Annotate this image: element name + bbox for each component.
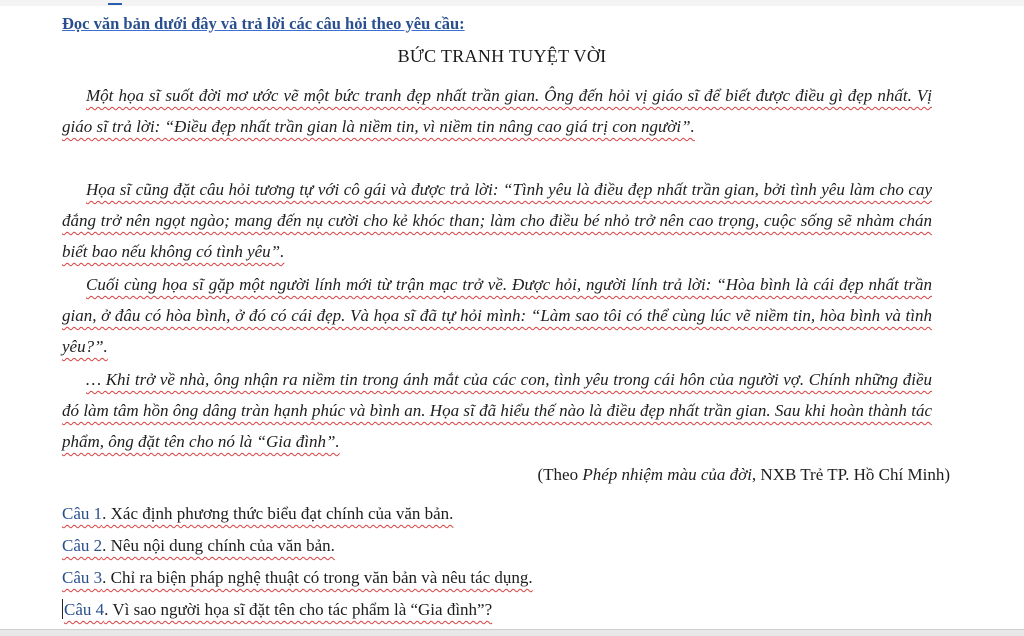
question-2 bbox=[62, 530, 942, 562]
question-text: . Nêu nội dung chính của văn bản. bbox=[102, 536, 335, 555]
question-text: . Chỉ ra biện pháp nghệ thuật có trong văn bản và nêu tác dụng. bbox=[102, 568, 533, 587]
paragraph-3: Cuối cùng họa sĩ gặp một người lính mới từ trận mạc trở về. Được hỏi, người lính trả lời: “Hòa bình là cái đẹp nhất trần gian, ở đâu có hòa bình, ở đó có cái đẹp. Và họa sĩ đã tự hỏi mình: “Làm sao tôi có thể cùng lúc vẽ niềm tin, hòa bình và tình yêu?”. bbox=[62, 275, 932, 356]
page-number-mark bbox=[108, 0, 122, 5]
paragraph-4: … Khi trở về nhà, ông nhận ra niềm tin trong ánh mắt của các con, tình yêu trong cái hôn của người vợ. Chính những điều đó làm tâm hồn ông dâng tràn hạnh phúc và bình an. Họa sĩ đã hiểu thế nào là điều đẹp nhất trần gian. Sau khi hoàn thành tác phẩm, ông đặt tên cho nó là “Gia đình”. bbox=[62, 370, 932, 451]
question-1 bbox=[62, 498, 942, 530]
text-cursor bbox=[62, 599, 63, 619]
question-3 bbox=[62, 562, 942, 594]
paragraph-1: Một họa sĩ suốt đời mơ ước vẽ một bức tranh đẹp nhất trần gian. Ông đến hỏi vị giáo sĩ để biết được điều gì đẹp nhất. Vị giáo sĩ trả lời: “Điều đẹp nhất trần gian là niềm tin, vì niềm tin nâng cao giá trị con người”. bbox=[62, 86, 932, 136]
question-text: . Vì sao người họa sĩ đặt tên cho tác phẩm là “Gia đình”? bbox=[104, 600, 493, 619]
instruction-heading: Đọc văn bản dưới đây và trả lời các câu hỏi theo yêu cầu: bbox=[62, 14, 465, 33]
source-citation bbox=[537, 465, 950, 485]
source-book-title: Phép nhiệm màu của đời bbox=[582, 465, 752, 484]
question-list bbox=[62, 498, 942, 626]
question-number: Câu 2 bbox=[62, 536, 103, 555]
question-number: Câu 4 bbox=[64, 600, 105, 619]
source-prefix: (Theo bbox=[537, 465, 583, 484]
paragraph-2: Họa sĩ cũng đặt câu hỏi tương tự với cô gái và được trả lời: “Tình yêu là điều đẹp nhất trần gian, bởi tình yêu làm cho cay đắng trở nên ngọt ngào; mang đến nụ cười cho kẻ khóc than; làm cho điều bé nhỏ trở nên cao trọng, cuộc sống sẽ nhàm chán biết bao nếu không có tình yêu”. bbox=[62, 180, 932, 261]
passage-title: BỨC TRANH TUYỆT VỜI bbox=[397, 46, 607, 66]
question-text: . Xác định phương thức biểu đạt chính của văn bản. bbox=[102, 504, 454, 523]
question-number: Câu 3 bbox=[62, 568, 103, 587]
question-4 bbox=[62, 594, 942, 626]
source-suffix: , NXB Trẻ TP. Hồ Chí Minh) bbox=[751, 465, 950, 484]
question-number: Câu 1 bbox=[62, 504, 103, 523]
top-edge bbox=[0, 0, 1024, 6]
